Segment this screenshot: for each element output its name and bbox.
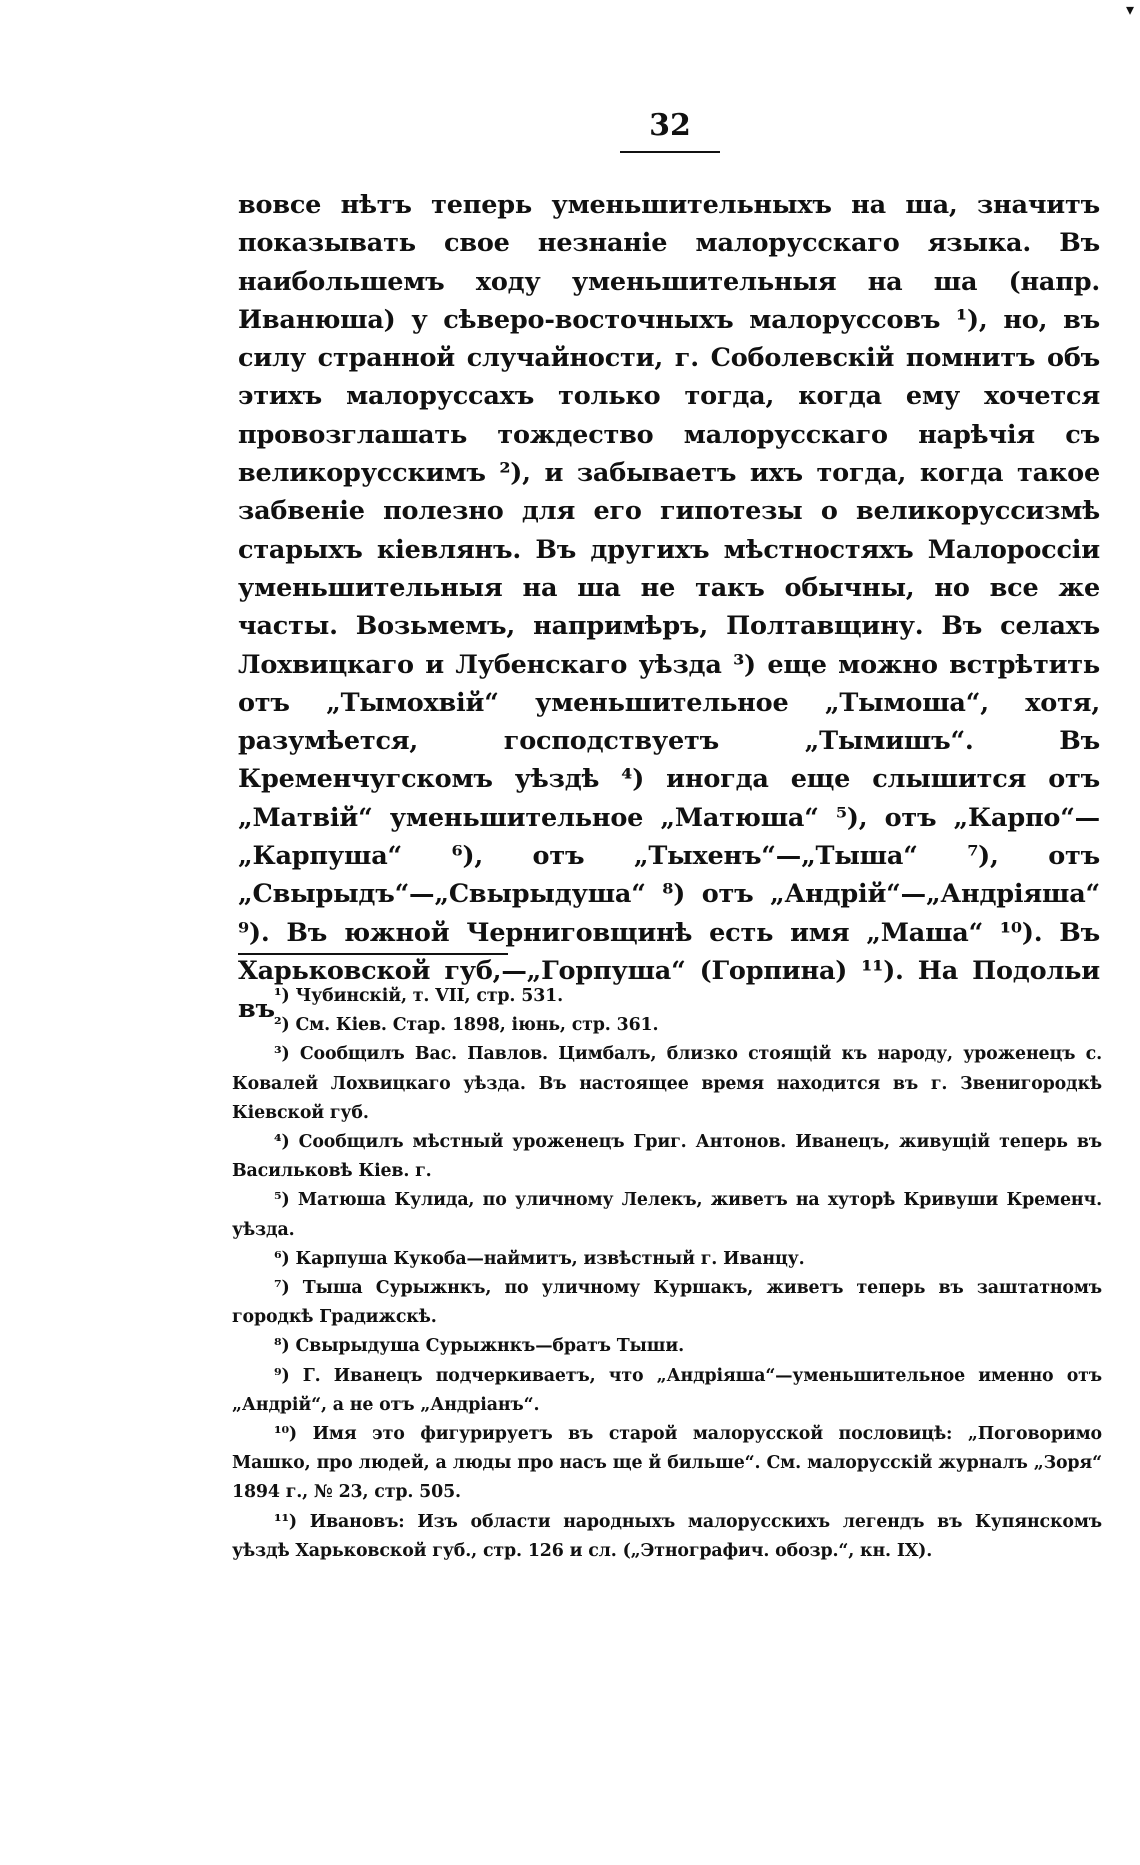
footnote-5: ⁵) Матюша Кулида, по уличному Лелекъ, живетъ на хуторѣ Кривуши Кременч. уѣзда. — [232, 1190, 1102, 1240]
page-number: 32 — [649, 108, 691, 143]
footnote-4: ⁴) Сообщилъ мѣстный уроженецъ Григ. Антонов. Иванецъ, живущій теперь въ Васильковѣ Кіев. г. — [232, 1132, 1102, 1182]
footnote-11: ¹¹) Ивановъ: Изъ области народныхъ малорусскихъ легендъ въ Купянскомъ уѣздѣ Харьковской губ., стр. 126 и сл. („Этнографич. обозр.“, кн. IX). — [232, 1511, 1102, 1561]
footnote-3: ³) Сообщилъ Вас. Павлов. Цимбалъ, близко стоящій къ народу, уроженецъ с. Ковалей Лохвицкаго уѣзда. Въ настоящее время находится въ г. Звенигородкѣ Кіевской губ. — [232, 1044, 1102, 1123]
footnote-2: ²) См. Кіев. Стар. 1898, іюнь, стр. 361. — [274, 1015, 659, 1036]
footnote-9: ⁹) Г. Иванецъ подчеркиваетъ, что „Андріяша“—уменьшительное именно отъ „Андрій“, а не отъ „Андріанъ“. — [232, 1365, 1102, 1415]
footnote-separator — [238, 953, 508, 955]
footnote-1: ¹) Чубинскій, т. VII, стр. 531. — [274, 986, 563, 1006]
page-number-rule — [620, 151, 720, 153]
corner-mark: ▾ — [1125, 0, 1134, 19]
body-paragraph: вовсе нѣтъ теперь уменьшительныхъ на ша, значитъ показывать свое незнаніе малорусскаго языка. Въ наибольшемъ ходу уменьшительныя на ша (напр. Иванюша) у сѣверо-восточныхъ малоруссовъ ¹), но, въ силу странной случайности, г. Соболевскій помнитъ объ этихъ малоруссахъ только тогда, когда ему хочется провозглашать тождество малорусскаго нарѣчія съ великорусскимъ ²), и забываетъ ихъ тогда, когда такое забвеніе полезно для его гипотезы о великоруссизмѣ старыхъ кіевлянъ. Въ другихъ мѣстностяхъ Малороссіи уменьшительныя на ша не такъ обычны, но все же часты. Возьмемъ, напримѣръ, Полтавщину. Въ селахъ Лохвицкаго и Лубенскаго уѣзда ³) еще можно встрѣтить отъ „Тымохвій“ уменьшительное „Тымоша“, хотя, разумѣется, господствуетъ „Тымишъ“. Въ Кременчугскомъ уѣздѣ ⁴) иногда еще слышится отъ „Матвій“ уменьшительное „Матюша“ ⁵), отъ „Карпо“—„Карпуша“ ⁶), отъ „Тыхенъ“—„Тыша“ ⁷), отъ „Свырыдъ“—„Свырыдуша“ ⁸) отъ „Андрій“—„Андріяша“ ⁹). Въ южной Черниговщинѣ есть имя „Маша“ ¹⁰). Въ Харьковской губ,—„Горпуша“ (Горпина) ¹¹). На Подольи въ — [238, 190, 1100, 1025]
body-text — [238, 186, 1100, 1029]
footnote-10: ¹⁰) Имя это фигурируетъ въ старой малорусской пословицѣ: „Поговоримо Машко, про людей, а люды про насъ ще й бильше“. См. малорусскій журналъ „Зоря“ 1894 г., № 23, стр. 505. — [232, 1424, 1102, 1503]
footnote-6: ⁶) Карпуша Кукоба—наймитъ, извѣстный г. Иванцу. — [274, 1248, 805, 1269]
footnotes — [232, 982, 1102, 1566]
footnote-8: ⁸) Свырыдуша Сурыжнкъ—братъ Тыши. — [274, 1336, 684, 1357]
footnote-7: ⁷) Тыша Сурыжнкъ, по уличному Куршакъ, живетъ теперь въ заштатномъ городкѣ Градижскѣ. — [232, 1278, 1102, 1328]
